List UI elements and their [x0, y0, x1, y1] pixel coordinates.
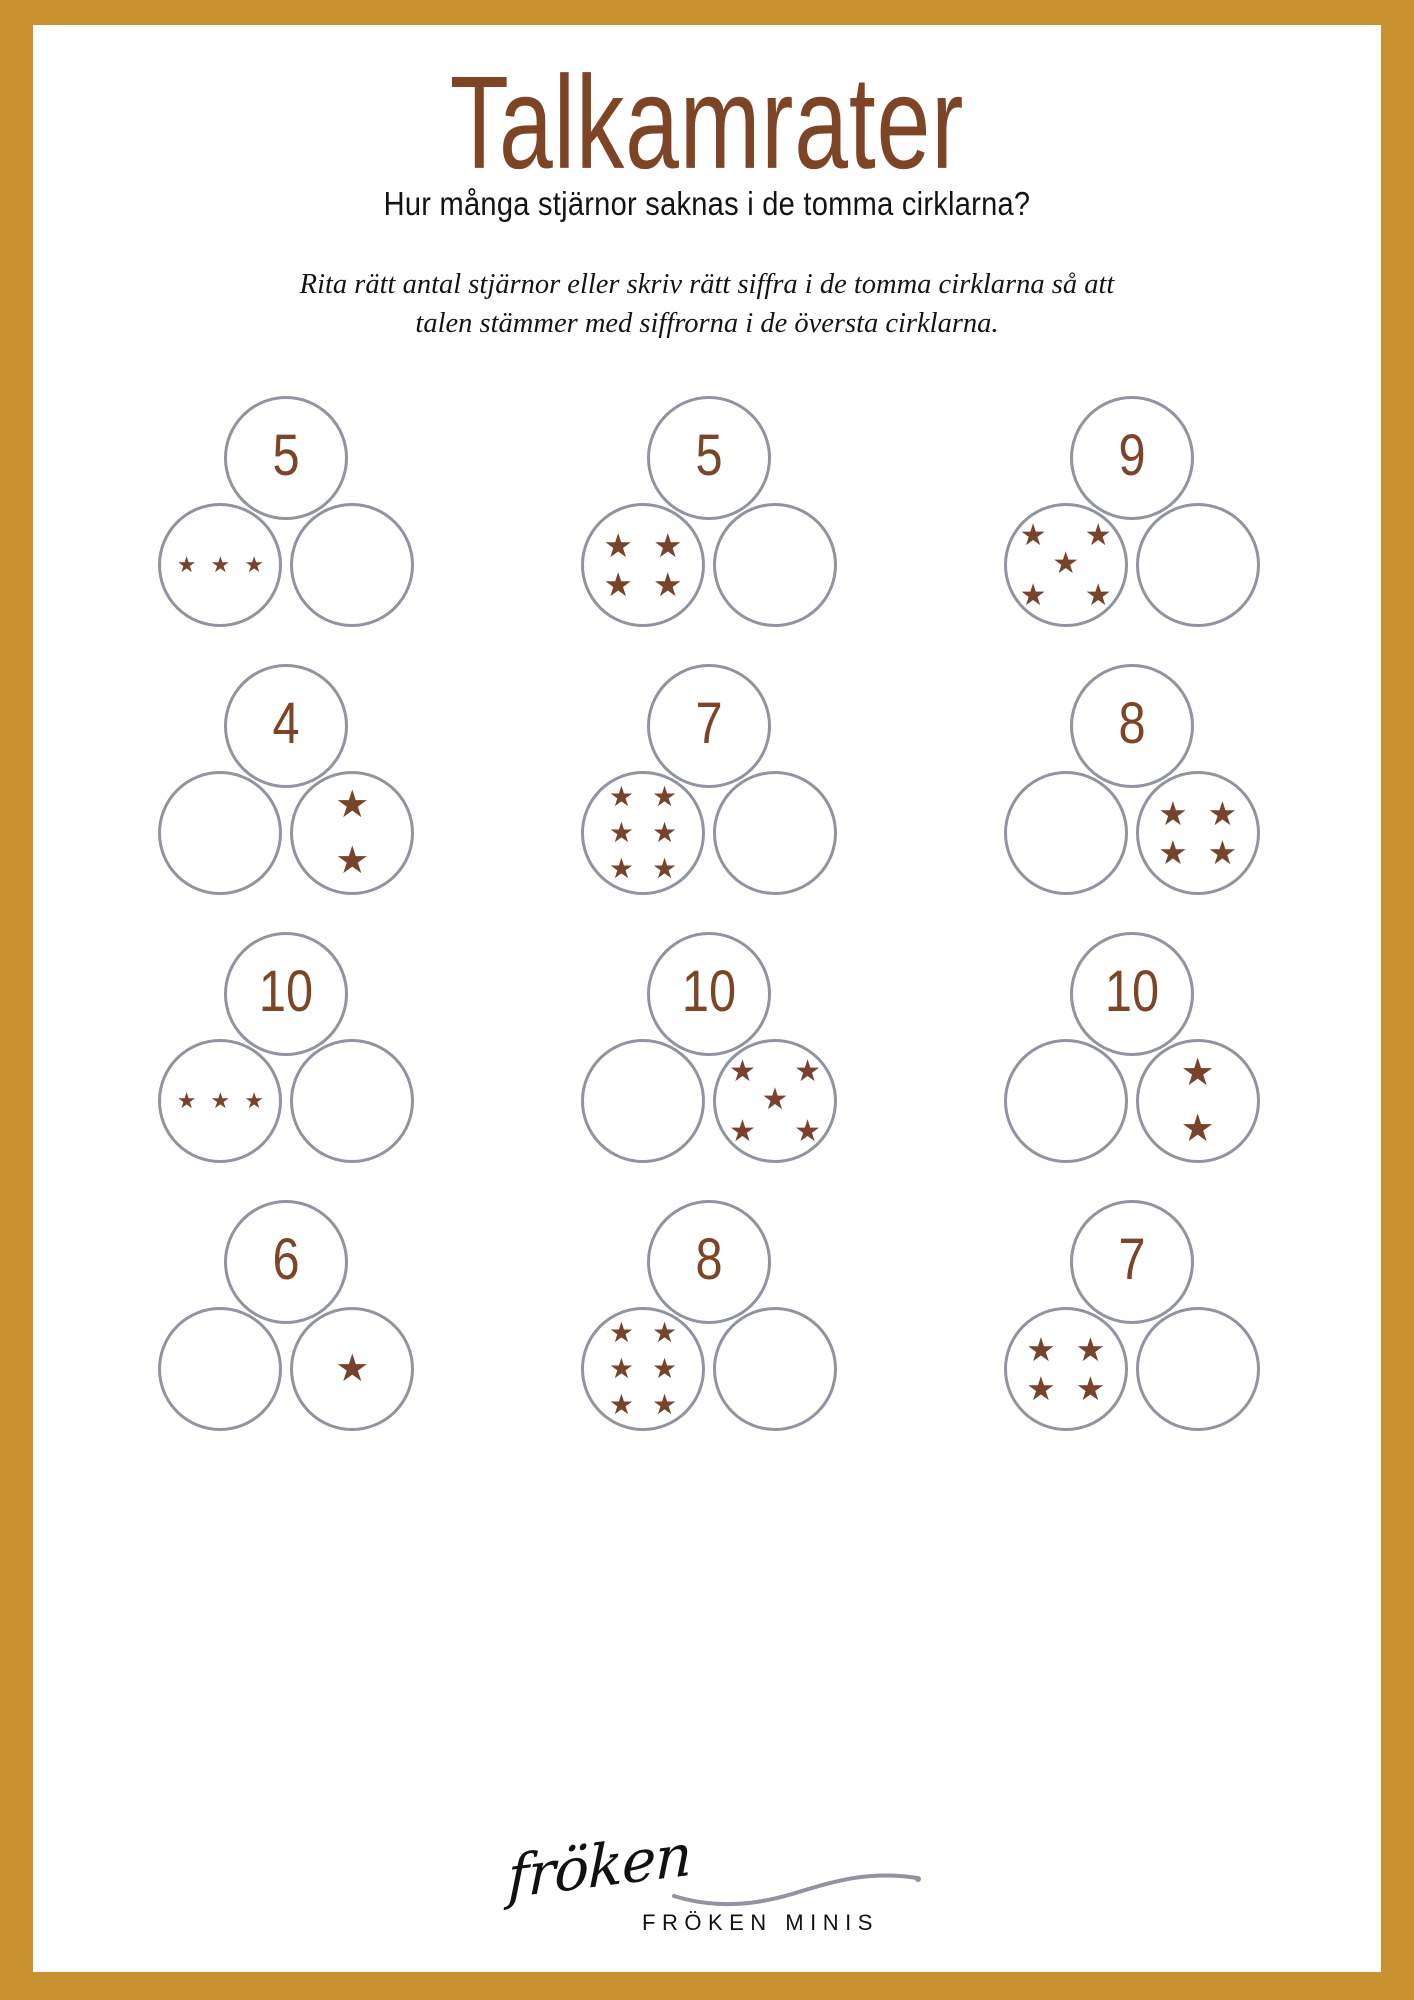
total-circle — [647, 932, 771, 1056]
left-stars — [161, 1310, 279, 1428]
left-stars — [1007, 774, 1125, 892]
right-stars — [293, 1042, 411, 1160]
part-circle-left[interactable] — [158, 503, 282, 627]
part-circle-right[interactable] — [1136, 1039, 1260, 1163]
total-value: 8 — [695, 1227, 723, 1293]
star-icon: ★ — [603, 526, 633, 564]
right-stars — [293, 506, 411, 624]
part-circle-left[interactable] — [581, 1039, 705, 1163]
total-circle — [224, 396, 348, 520]
left-stars — [584, 1042, 702, 1160]
right-stars — [716, 506, 834, 624]
logo-swash-icon — [672, 1868, 922, 1908]
number-bond-problem — [920, 396, 1343, 614]
part-circle-right[interactable] — [713, 1039, 837, 1163]
number-bond-problem — [75, 1200, 498, 1418]
part-circle-right[interactable] — [290, 1307, 414, 1431]
part-circle-left[interactable] — [1004, 1039, 1128, 1163]
star-icon: ★ — [335, 839, 370, 882]
part-circle-right[interactable] — [713, 503, 837, 627]
star-icon: ★ — [1075, 1330, 1106, 1368]
star-icon: ★ — [176, 1087, 197, 1113]
total-value: 10 — [259, 959, 314, 1025]
left-stars — [161, 506, 279, 624]
star-icon: ★ — [608, 852, 634, 884]
part-circle-right[interactable] — [290, 503, 414, 627]
star-cluster — [723, 1055, 827, 1147]
star-cluster — [1181, 1045, 1215, 1157]
star-icon: ★ — [651, 1352, 678, 1384]
star-icon: ★ — [794, 1054, 821, 1088]
worksheet-sheet — [33, 25, 1381, 1972]
part-circle-left[interactable] — [581, 503, 705, 627]
total-value: 10 — [681, 959, 737, 1025]
star-cluster — [335, 777, 369, 889]
number-bond-problem — [498, 664, 921, 882]
number-bond-problem — [75, 664, 498, 882]
right-stars — [293, 1310, 411, 1428]
right-stars — [716, 1042, 834, 1160]
total-value: 7 — [1118, 1227, 1146, 1293]
part-circle-left[interactable] — [158, 771, 282, 895]
star-icon: ★ — [244, 551, 264, 577]
star-icon: ★ — [608, 1352, 634, 1384]
total-circle — [1070, 932, 1194, 1056]
star-icon: ★ — [1084, 578, 1112, 612]
part-circle-right[interactable] — [1136, 503, 1260, 627]
part-circle-right[interactable] — [290, 771, 414, 895]
star-icon: ★ — [728, 1054, 756, 1088]
number-bond-problem — [75, 396, 498, 614]
total-circle — [224, 664, 348, 788]
star-icon: ★ — [1180, 1107, 1215, 1150]
star-icon: ★ — [1026, 1330, 1056, 1368]
total-value: 9 — [1118, 423, 1146, 489]
total-value: 5 — [695, 423, 723, 489]
part-circle-left[interactable] — [1004, 1307, 1128, 1431]
right-stars — [1139, 1310, 1257, 1428]
part-circle-left[interactable] — [158, 1039, 282, 1163]
number-bond-problem — [920, 664, 1343, 882]
total-circle — [1070, 1200, 1194, 1324]
total-value: 5 — [272, 423, 300, 489]
star-icon: ★ — [603, 565, 633, 603]
star-icon: ★ — [244, 1087, 264, 1113]
total-circle — [224, 932, 348, 1056]
part-circle-left[interactable] — [158, 1307, 282, 1431]
star-icon: ★ — [1207, 794, 1238, 832]
star-cluster — [170, 1088, 271, 1113]
footer — [33, 1820, 1381, 1948]
total-circle — [647, 396, 771, 520]
star-icon: ★ — [176, 551, 197, 577]
star-cluster — [1148, 794, 1247, 872]
number-bond-problem — [498, 396, 921, 614]
total-value: 10 — [1104, 959, 1159, 1025]
right-stars — [1139, 1042, 1257, 1160]
star-icon: ★ — [1026, 1369, 1056, 1407]
star-icon: ★ — [651, 852, 678, 884]
part-circle-right[interactable] — [713, 1307, 837, 1431]
brand-name-text: FRÖKEN MINIS — [642, 1910, 879, 1935]
brand-script-text: fröken — [507, 1820, 692, 1912]
page-title: Talkamrater — [449, 49, 965, 197]
left-stars — [1007, 1042, 1125, 1160]
part-circle-right[interactable] — [1136, 1307, 1260, 1431]
star-icon: ★ — [1207, 833, 1238, 871]
star-icon: ★ — [608, 780, 634, 812]
total-value: 4 — [272, 691, 300, 757]
brand-logo — [497, 1820, 917, 1948]
star-icon: ★ — [1158, 794, 1188, 832]
star-icon: ★ — [1158, 833, 1188, 871]
left-stars — [584, 1310, 702, 1428]
worksheet-header — [33, 25, 1381, 344]
star-icon: ★ — [608, 1316, 634, 1348]
star-icon: ★ — [652, 565, 683, 603]
star-cluster — [593, 526, 692, 604]
left-stars — [161, 774, 279, 892]
star-cluster — [600, 1315, 686, 1423]
star-icon: ★ — [728, 1114, 756, 1148]
total-value: 7 — [695, 691, 723, 757]
star-cluster — [1014, 519, 1118, 611]
number-bond-problem — [920, 1200, 1343, 1418]
star-icon: ★ — [1019, 518, 1047, 552]
star-icon: ★ — [210, 1087, 231, 1113]
right-stars — [716, 1310, 834, 1428]
part-circle-left[interactable] — [1004, 771, 1128, 895]
right-stars — [293, 774, 411, 892]
total-value: 6 — [272, 1227, 300, 1293]
star-icon: ★ — [651, 816, 678, 848]
right-stars — [1139, 774, 1257, 892]
number-bond-problem — [498, 932, 921, 1150]
number-bond-problem — [75, 932, 498, 1150]
part-circle-right[interactable] — [1136, 771, 1260, 895]
left-stars — [1007, 1310, 1125, 1428]
instructions-text: Rita rätt antal stjärnor eller skriv rätt siffra i de tomma cirklarna så att talen stämmer med siffrorna i de översta cirklarna. — [299, 269, 1115, 340]
star-icon: ★ — [651, 1388, 678, 1420]
star-icon: ★ — [1075, 1369, 1106, 1407]
left-stars — [1007, 506, 1125, 624]
part-circle-left[interactable] — [581, 771, 705, 895]
star-icon: ★ — [1019, 578, 1047, 612]
right-stars — [716, 774, 834, 892]
right-stars — [1139, 506, 1257, 624]
star-icon: ★ — [652, 526, 683, 564]
star-icon: ★ — [1052, 546, 1080, 580]
total-circle — [224, 1200, 348, 1324]
total-circle — [1070, 396, 1194, 520]
star-cluster — [1016, 1330, 1115, 1408]
star-icon: ★ — [608, 1388, 634, 1420]
total-value: 8 — [1118, 691, 1146, 757]
star-icon: ★ — [1084, 518, 1112, 552]
left-stars — [584, 774, 702, 892]
star-icon: ★ — [761, 1082, 789, 1116]
star-icon: ★ — [210, 551, 231, 577]
part-circle-right[interactable] — [713, 771, 837, 895]
star-icon: ★ — [794, 1114, 821, 1148]
star-icon: ★ — [651, 780, 678, 812]
total-circle — [1070, 664, 1194, 788]
left-stars — [584, 506, 702, 624]
part-circle-left[interactable] — [1004, 503, 1128, 627]
star-icon: ★ — [608, 816, 634, 848]
left-stars — [161, 1042, 279, 1160]
part-circle-right[interactable] — [290, 1039, 414, 1163]
star-icon: ★ — [651, 1316, 678, 1348]
star-icon: ★ — [335, 783, 370, 826]
star-cluster — [326, 1348, 378, 1390]
star-cluster — [600, 779, 686, 887]
star-icon: ★ — [1180, 1051, 1215, 1094]
page-subtitle: Hur många stjärnor saknas i de tomma cirklarna? — [383, 185, 1031, 222]
problem-grid — [33, 396, 1381, 1418]
number-bond-problem — [920, 932, 1343, 1150]
star-cluster — [170, 552, 271, 577]
total-circle — [647, 664, 771, 788]
total-circle — [647, 1200, 771, 1324]
part-circle-left[interactable] — [581, 1307, 705, 1431]
star-icon: ★ — [335, 1347, 370, 1390]
number-bond-problem — [498, 1200, 921, 1418]
